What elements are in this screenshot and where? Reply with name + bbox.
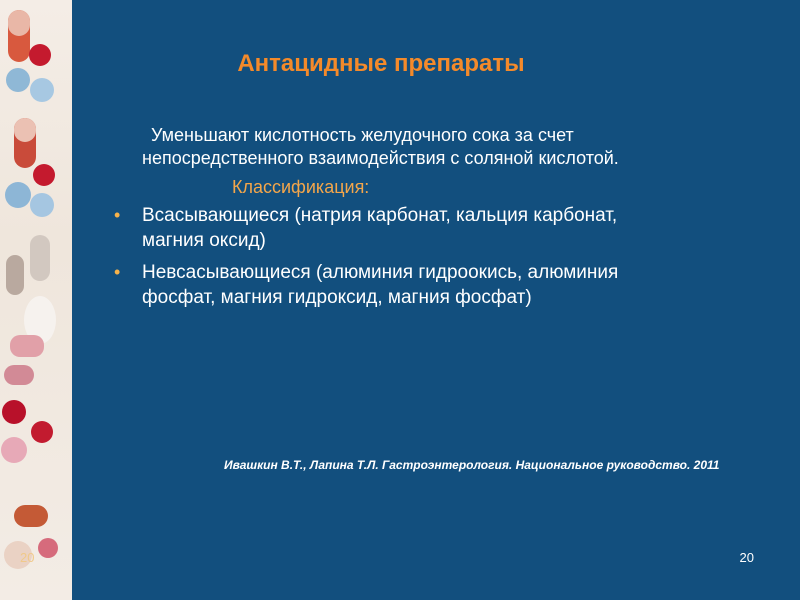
source-citation: Ивашкин В.Т., Лапина Т.Л. Гастроэнтерология. Национальное руководство. 2011: [224, 458, 720, 472]
red-tablet: [31, 421, 53, 443]
blue-tablet: [30, 193, 54, 217]
page-number-left: 20: [20, 550, 35, 565]
capsule-half: [14, 118, 36, 142]
bullet-line-1: Невсасывающиеся (алюминия гидроокись, алюминия: [142, 262, 619, 283]
pink-capsule: [4, 365, 34, 385]
page-number-right: 20: [739, 550, 754, 565]
capsule: [6, 255, 24, 295]
red-tablet: [33, 164, 55, 186]
bullet-list: [114, 203, 744, 317]
bullet-line-2: магния оксид): [142, 230, 266, 251]
blue-tablet: [5, 182, 31, 208]
intro-text: [142, 124, 762, 170]
slide-title: Антацидные препараты: [237, 50, 525, 77]
red-tablet: [2, 400, 26, 424]
capsule-half: [8, 10, 30, 36]
bullet-line-2: фосфат, магния гидроксид, магния фосфат): [142, 287, 532, 308]
red-tablet: [29, 44, 51, 66]
bullet-dot-icon: •: [114, 205, 121, 225]
classification-label: Классификация:: [232, 177, 370, 197]
blue-tablet: [30, 78, 54, 102]
bullet-line-1: Всасывающиеся (натрия карбонат, кальция карбонат,: [142, 205, 618, 226]
intro-line-1: Уменьшают кислотность желудочного сока за счет: [151, 125, 574, 145]
capsule: [14, 505, 48, 527]
bullet-dot-icon: •: [114, 262, 121, 282]
pink-capsule: [10, 335, 44, 357]
blue-tablet: [6, 68, 30, 92]
capsule: [30, 235, 50, 281]
bullet-item-absorbable: [114, 203, 744, 253]
slide-content: [72, 0, 800, 600]
pink-tablet: [1, 437, 27, 463]
pink-tablet: [38, 538, 58, 558]
intro-line-2: непосредственного взаимодействия с соляной кислотой.: [142, 148, 619, 168]
bullet-item-non-absorbable: [114, 260, 744, 310]
pills-illustration: [0, 0, 72, 600]
pills-decorative-image: [0, 0, 72, 600]
